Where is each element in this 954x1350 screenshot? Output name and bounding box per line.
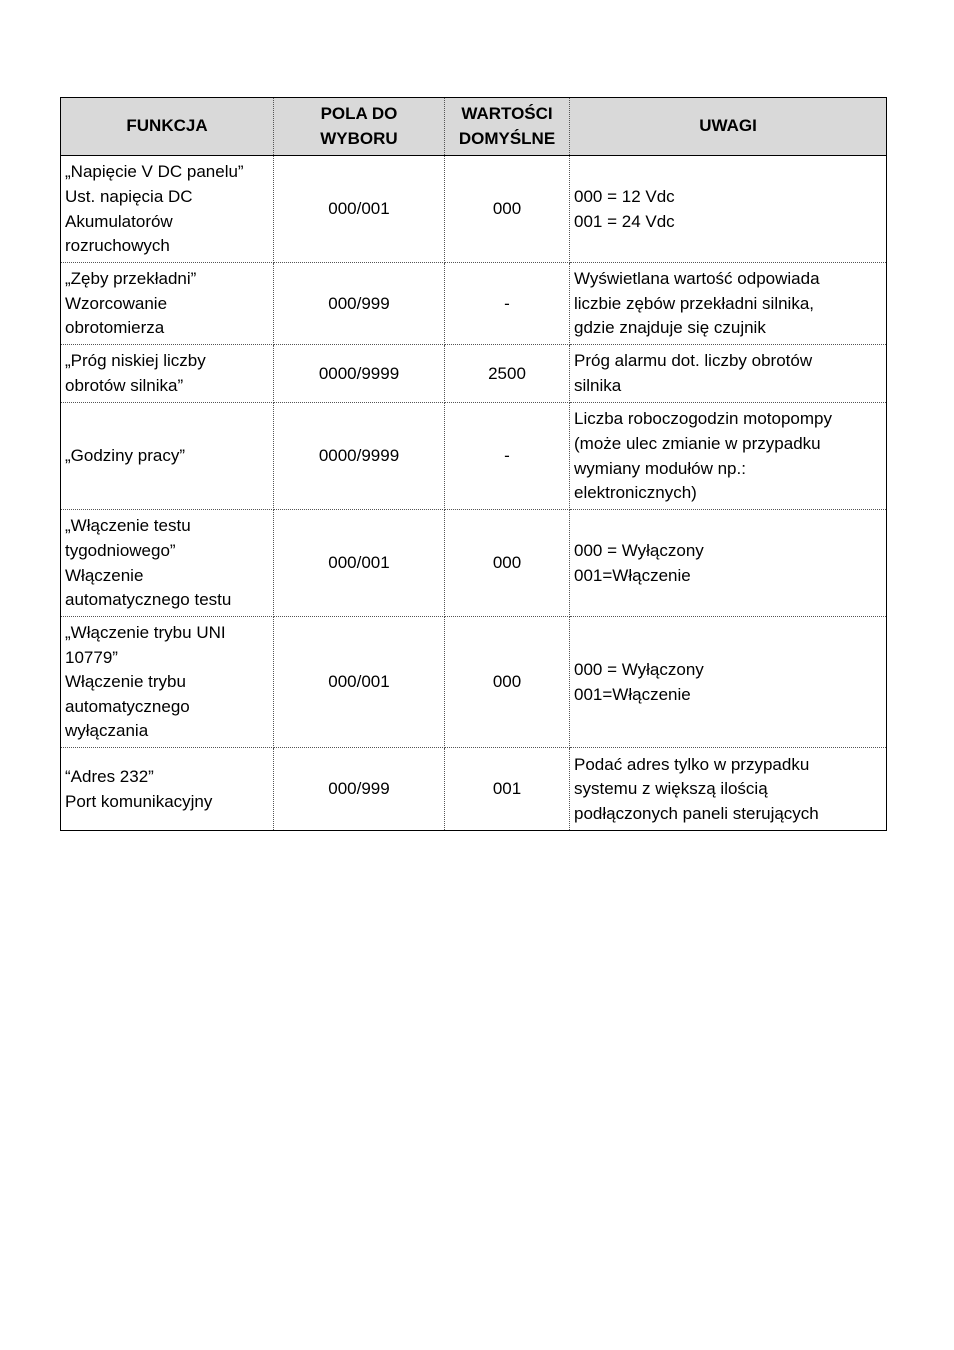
cell-uwagi: Wyświetlana wartość odpowiada liczbie zębów przekładni silnika, gdzie znajduje się czujnik bbox=[570, 263, 887, 345]
cell-funkcja: „Zęby przekładni” Wzorcowanie obrotomierza bbox=[61, 263, 274, 345]
table-header-row bbox=[61, 98, 887, 156]
cell-funkcja: „Napięcie V DC panelu” Ust. napięcia DC Akumulatorów rozruchowych bbox=[61, 156, 274, 263]
parameters-table bbox=[60, 97, 887, 831]
cell-funkcja: „Włączenie testu tygodniowego” Włączenie automatycznego testu bbox=[61, 510, 274, 617]
cell-pola: 000/001 bbox=[274, 617, 445, 748]
cell-uwagi: 000 = Wyłączony 001=Włączenie bbox=[570, 617, 887, 748]
cell-pola: 0000/9999 bbox=[274, 345, 445, 403]
table-row bbox=[61, 403, 887, 510]
cell-funkcja: “Adres 232” Port komunikacyjny bbox=[61, 748, 274, 831]
table-row bbox=[61, 263, 887, 345]
header-wartosci-domyslne: WARTOŚCI DOMYŚLNE bbox=[445, 98, 570, 156]
cell-pola: 000/001 bbox=[274, 156, 445, 263]
header-funkcja: FUNKCJA bbox=[61, 98, 274, 156]
cell-pola: 000/999 bbox=[274, 263, 445, 345]
table-row bbox=[61, 748, 887, 831]
table-row bbox=[61, 156, 887, 263]
cell-domyslne: 001 bbox=[445, 748, 570, 831]
table-row bbox=[61, 345, 887, 403]
cell-domyslne: 000 bbox=[445, 617, 570, 748]
cell-domyslne: - bbox=[445, 403, 570, 510]
cell-domyslne: 000 bbox=[445, 156, 570, 263]
table-row bbox=[61, 617, 887, 748]
header-pola-do-wyboru: POLA DO WYBORU bbox=[274, 98, 445, 156]
cell-uwagi: Próg alarmu dot. liczby obrotów silnika bbox=[570, 345, 887, 403]
header-uwagi: UWAGI bbox=[570, 98, 887, 156]
cell-pola: 000/001 bbox=[274, 510, 445, 617]
cell-domyslne: 2500 bbox=[445, 345, 570, 403]
cell-domyslne: - bbox=[445, 263, 570, 345]
cell-funkcja: „Próg niskiej liczby obrotów silnika” bbox=[61, 345, 274, 403]
cell-uwagi: 000 = 12 Vdc 001 = 24 Vdc bbox=[570, 156, 887, 263]
cell-uwagi: Podać adres tylko w przypadku systemu z większą ilością podłączonych paneli sterujących bbox=[570, 748, 887, 831]
cell-uwagi: 000 = Wyłączony 001=Włączenie bbox=[570, 510, 887, 617]
cell-funkcja: „Godziny pracy” bbox=[61, 403, 274, 510]
cell-pola: 000/999 bbox=[274, 748, 445, 831]
table-row bbox=[61, 510, 887, 617]
cell-domyslne: 000 bbox=[445, 510, 570, 617]
cell-uwagi: Liczba roboczogodzin motopompy (może ulec zmianie w przypadku wymiany modułów np.: elektronicznych) bbox=[570, 403, 887, 510]
cell-funkcja: „Włączenie trybu UNI 10779” Włączenie trybu automatycznego wyłączania bbox=[61, 617, 274, 748]
cell-pola: 0000/9999 bbox=[274, 403, 445, 510]
